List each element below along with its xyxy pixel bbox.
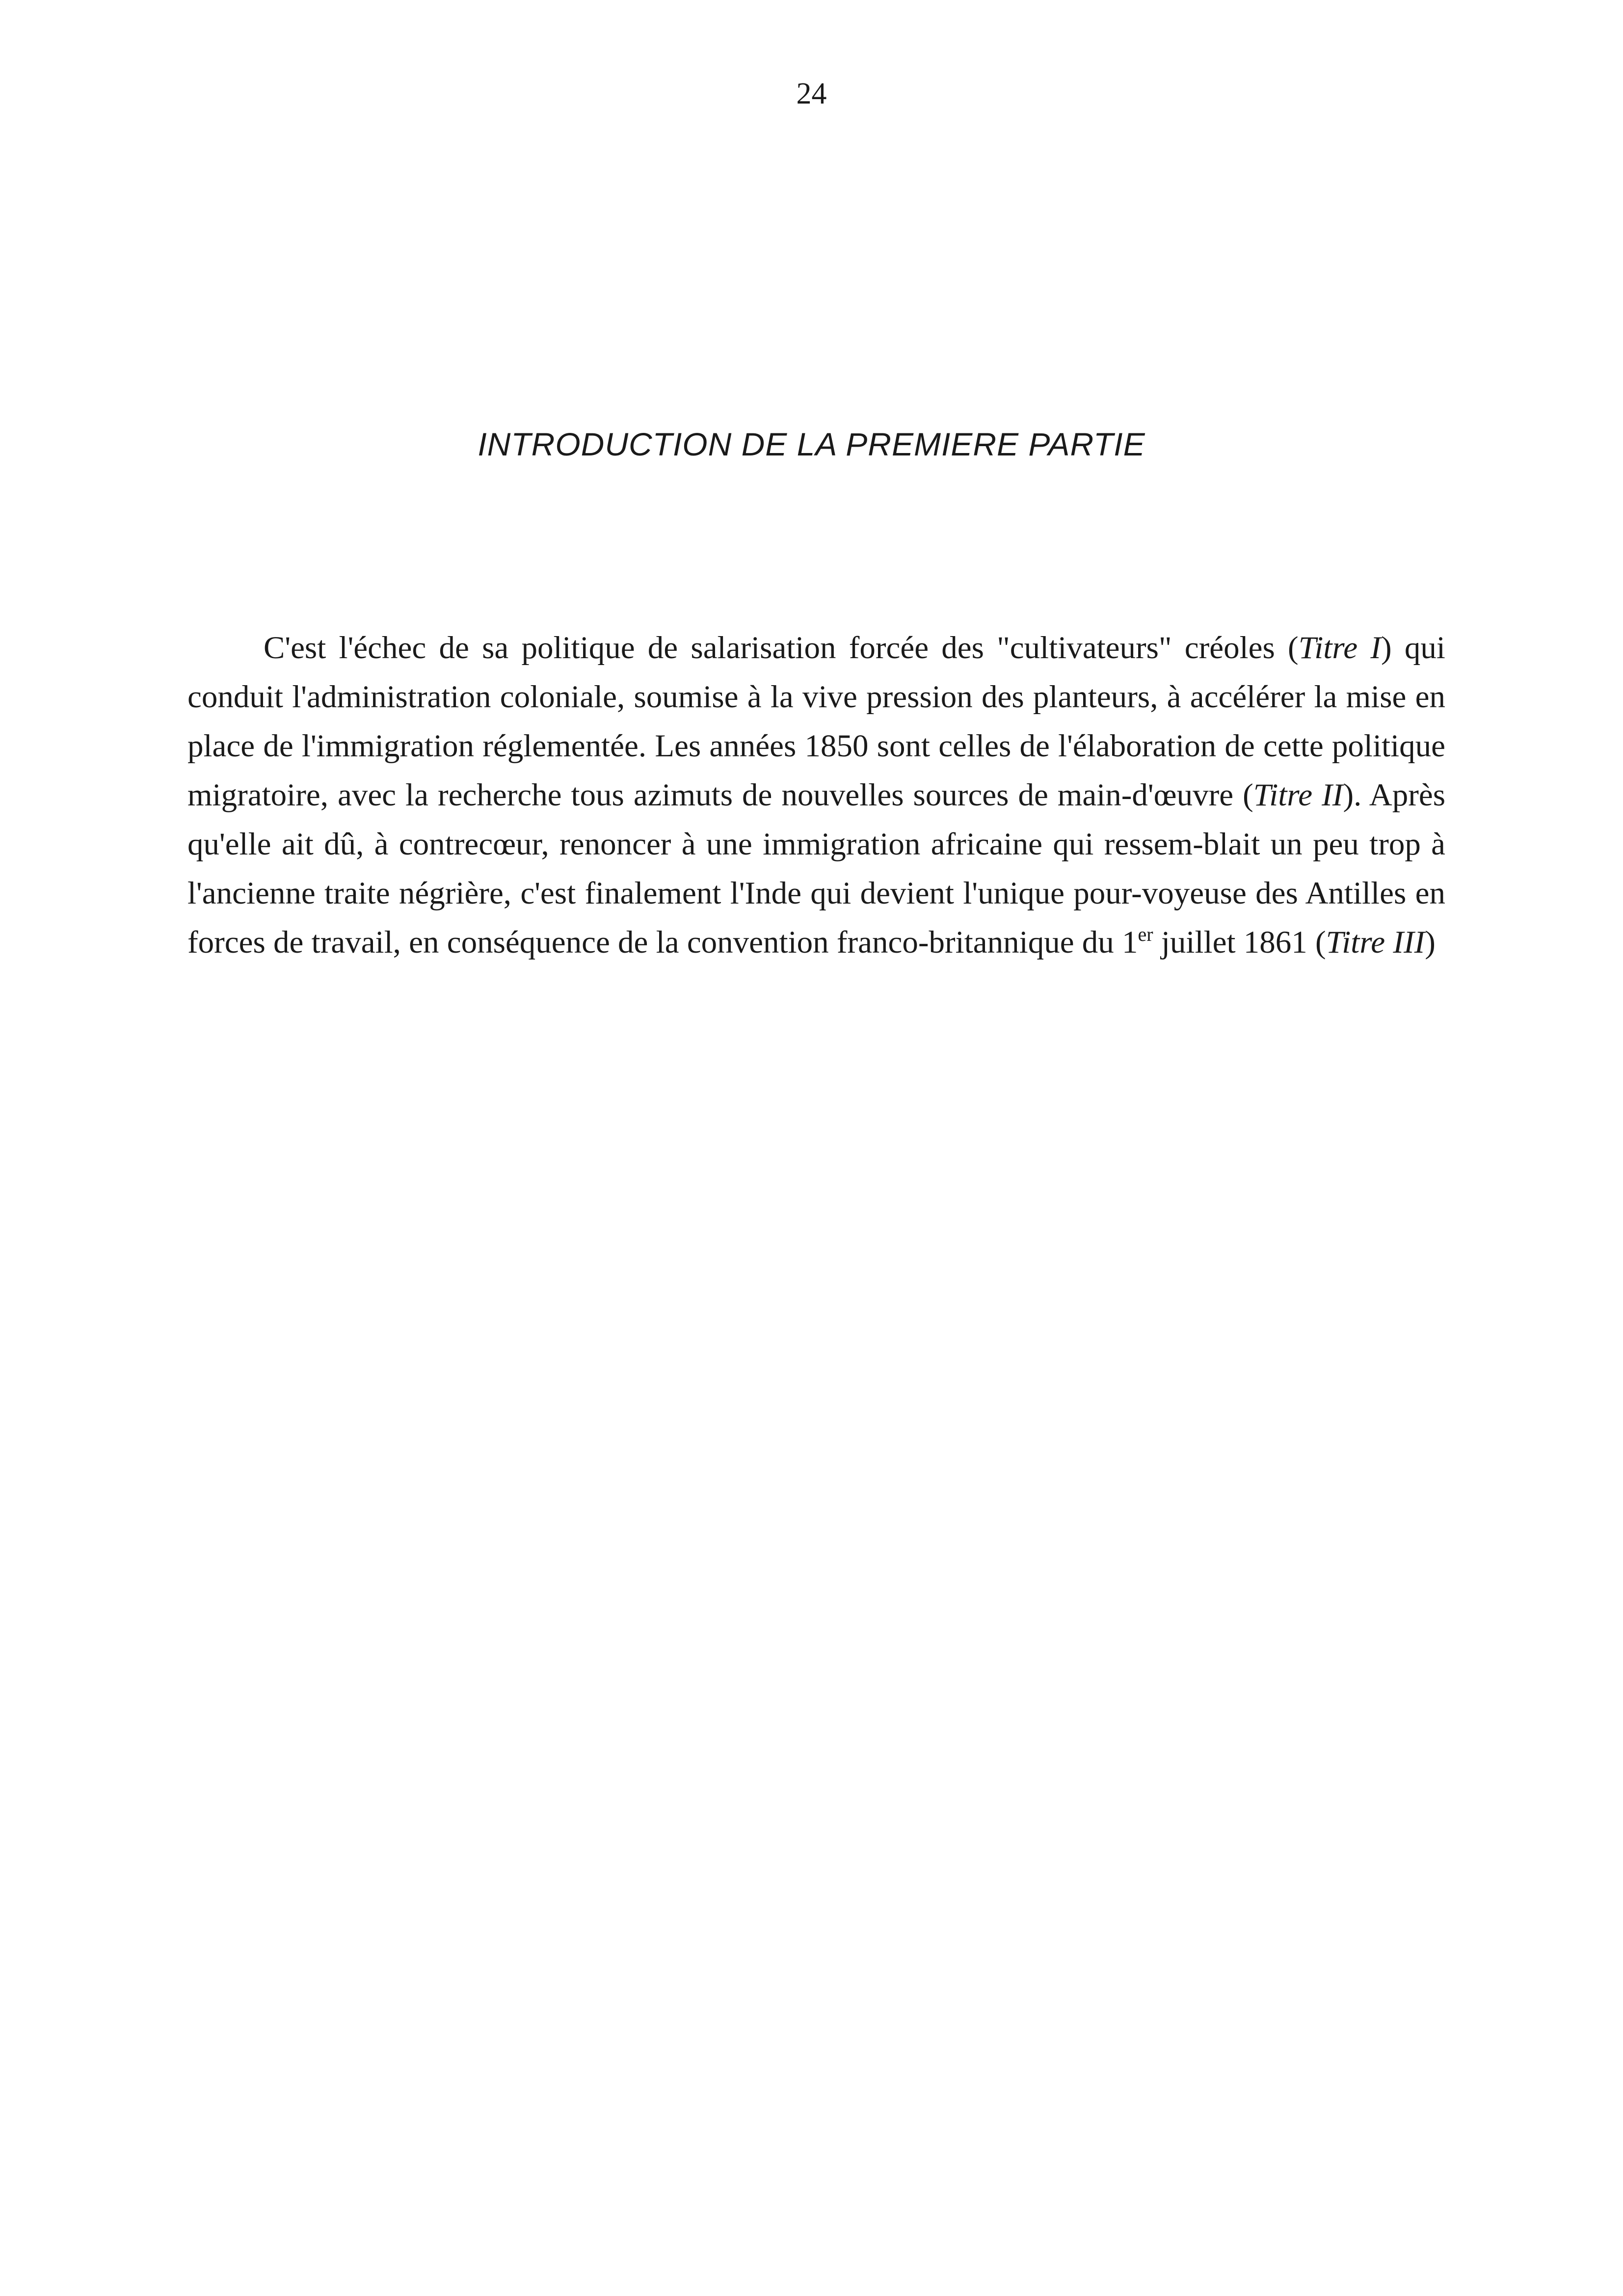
paragraph-text: ) qui conduit l'administration coloniale, soumise à la vive pression des planteurs, à accélérer la mise en place de l'immigration réglementée. Les années 1850 sont celles de l'élaboration de cette politique migratoire, avec la recherche tous azimuts de nouvelles sources de main-d'œuvre ( — [187, 630, 1445, 813]
title-reference: Titre III — [1326, 925, 1425, 960]
ordinal-superscript: er — [1138, 923, 1153, 945]
paragraph-text: ) — [1425, 925, 1436, 960]
section-title: INTRODUCTION DE LA PREMIERE PARTIE — [478, 426, 1145, 462]
paragraph-text: ). Après qu'elle ait dû, à contrecœur, renoncer à une immigration africaine qui ressem-blait un peu trop à l'ancienne traite négrière, c'est finalement l'Inde qui devient l'unique pour-voyeuse des Antilles en forces de travail, en conséquence de la convention franco-britannique du 1 — [187, 777, 1445, 960]
paragraph-text: juillet 1861 ( — [1153, 925, 1326, 960]
title-reference: Titre II — [1253, 777, 1343, 813]
paragraph-text: C'est l'échec de sa politique de salarisation forcée des "cultivateurs" créoles ( — [264, 630, 1299, 666]
title-reference: Titre I — [1298, 630, 1382, 666]
page-number: 24 — [796, 77, 827, 110]
body-paragraph — [187, 623, 1445, 967]
